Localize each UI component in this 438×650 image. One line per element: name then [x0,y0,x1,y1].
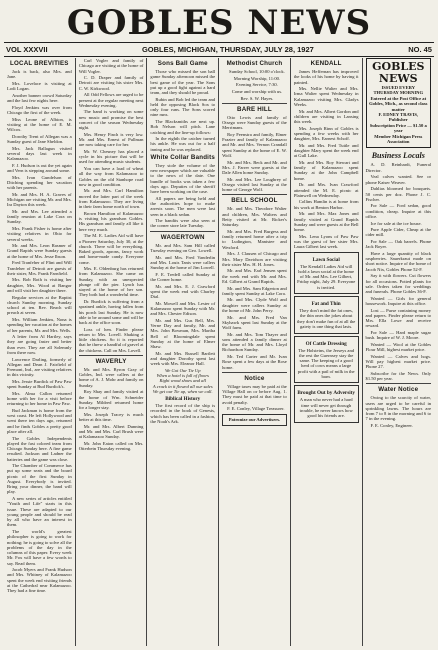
sons-item: Rubin and Bob led the team and held the opposing Black Sox to only four runs. The Sons scored nine runs. [150,96,216,118]
bell-item-list [222,206,287,369]
kendall-item: Mrs. Nellie Walter and Mrs. Irma Walter spent Wednesday in Kalamazoo visiting Mrs. Gladys Weeks. [293,86,359,107]
biblical-item-list [150,403,215,424]
wagertown-item: F. E. Tredell called Sunday at the Corner home. [150,271,216,282]
divider [150,231,215,232]
cattle-box [294,336,359,384]
heading-bare-hill: BARE HILL [237,105,272,113]
news-item: Dr. Burdick is suffering from a sprained ankle, having fallen from his porch last Sunday. He is now able to be around some and will be back at the office soon. [78,299,144,326]
brevity-item-list [7,69,72,593]
bell-item: Mrs. J. Clausen of Chicago and Mrs. Mary Davidson are visiting their sister Mrs. H. H. Jones. [222,251,287,267]
kendall-item: Mr. and Mrs. Max Jones and family visited at Grand Rapids Sunday and were guests at the Bell home. [293,211,359,233]
sons-item: Those who missed the son ball game Sunday afternoon missed the best game of the year. The Sons put up a good fight against a hard team, and they should be proud. [150,69,216,95]
kendall-item: Mr. and Mrs. Fred Tuttle and daughter Mary spent the week end at Gull Lake. [293,142,359,159]
sons-item: In the eighth the catcher turned his ankle. He was out for a half inning and he was replaced. [150,136,216,152]
waverly-item: Mr. John Eaton called on Mrs. Otterbein Thursday evening. [78,440,144,451]
publisher-line: Member Michigan Press Association [374,133,423,145]
masthead [0,4,438,42]
business-local: For Sale — Ford sedan, good condition, cheap. Inquire at this office. [365,203,432,219]
divider [222,194,287,195]
business-local-list [366,162,432,381]
brevity-item: Jacob Myers and Frank Hudson and Mrs. Whitney of Kalamazoo spent the week end visiting friends at the Cathedral near Kalamazoo. They had a fine time. [7,567,72,594]
brevity-item: Mrs. Jack Ballagun visited several days last week in Kalamazoo. [7,145,72,162]
fat-item-list [297,308,356,329]
slogan: Patronize our Advertisers. [228,416,281,422]
column-2 [76,58,148,646]
news-item: Loss of hen. Finder please return to Mrs. Lovell. Shaking a little chickens. So it is reported that he threw a handful of gravel at the chickens. Call on Mrs. Lovell. [78,326,144,353]
news-item-list [79,58,144,353]
notice-item: Village taxes may be paid at the Village Hall on or before Aug. 1. They must be paid at that time to avoid penalty. [222,383,287,405]
cattle-item-list [297,348,356,380]
news-item: The M. E. Ladies Aid will have a Pioneer Saturday, July 30, at the church. There will be everything. Baked goods, aprons, fancy work and home-made candy. Everyone come. [78,233,144,265]
issue-number: NO. 45 [408,45,432,54]
column-4 [219,58,291,646]
biblical-item: The first record of the ship is recorded in the book of Genesis, which has been called in a fashion, the Noah's Ark. [150,403,216,424]
bare-hill-item: Mr. and Mrs. Lee Loughrey of Otsego visited last Sunday at the home of George Wolf. [222,176,287,193]
business-local: Have a large quantity of black raspberries. Sauerkraut made on short notice. Inquire of the home of Jacob Nix, Gobles Phone 52-F. [365,250,432,272]
heading-fat-thin: Fat and Thin [311,301,341,308]
column-5 [291,58,363,646]
water-notice-item: F. E. Conley, Engineer. [370,423,413,429]
brevity-item: The world's greatest philosopher is going to work for nothing; he is going to solve all the problems of the day in the columns of this paper. Every week Mr. Fox will have a few words to say. Read them. [7,529,72,566]
kendall-item: Mrs. Joseph Rinn of Gobles is spending a few weeks with her daughter, Mrs. Earnest Schoff. [293,125,359,142]
publisher-line: Subscription Price — $1.50 a year [369,122,427,134]
columns [4,58,434,646]
brevity-item: Miss Leone of Albion, is visiting at the home of E. M. Wilcox. [7,116,72,133]
adversity-item-list [297,397,356,418]
heading-waverly: WAVERLY [95,357,127,365]
methodist-line: Come and worship with us. [231,88,283,94]
column-1 [4,58,76,646]
news-item: C. D. Draper and family of Detroit are visiting his sister Mrs. C. W. Kirkwood. [78,75,144,91]
lawn-item-list [297,264,356,290]
poem-line: When a hotel is full of floors [156,373,209,379]
brevity-item: Floyd Jenkins was over from Chicago the first of the week. [7,104,72,115]
white-item: They stole the volume of the new newspaper which are valuable to the news of the date. One bundle of books was taken a few days ago. Deputies of the sheriff have been working on the case. [150,162,216,195]
bare-hill-item: Mr. and Mrs. Beck and Mr. and Mrs. J. Farrer were guests at the Dale Allen home Sunday. [222,159,287,176]
news-item: Carl Vogler and family of Chicago are visiting at the home of Will Vogler. [78,58,144,74]
sons-item: The Blacksmiths are next up. Bob Nelson will pitch. Lane catching and the line-up follows: [150,119,216,135]
wagertown-item: Mr. and Mrs. Gus Bell, Mrs. Verne Day and family, Mr. and Mrs. John Bowman, Mrs. Martha Bell of Bloomingdale spent Sunday at the home of Elmer Shaw. [150,317,216,350]
poem-line-list [150,368,215,394]
divider [366,383,432,384]
brevity-item: A letter from Al Hartley, says they are going faster and better than ever. They are all Solemnly from there now. [7,334,72,355]
wagertown-item: Mr. and Mrs. Russell Bartlett and daughter Dorothy spent last week with Mrs. Eleanor Hall. [150,350,216,367]
notice-item-list [222,384,287,412]
wagertown-item: Mr. and Mrs. Sam Hill called Tuesday evening on Geo. Lowell. [150,242,216,253]
wagertown-item: Mr. and Mrs. Fred Vanderlin and Mrs. Louis Tanis were callers Sunday at the home of Jim Lowell. [150,254,216,271]
business-local: A. D. Reinhardt, Funeral Director. [365,162,432,173]
brevity-item: Mrs. William Jenkins, Nona is spending her vacation at the homes of her parents, Mr. and Mrs. Wells. [7,317,72,333]
waverly-item: Roy Shay and family visited at the home of Wm. Schneider Sunday. Mildred returned home for a longer stay. [78,389,144,411]
business-local: Dahlias bloomed for bouquets. 50 cents per doz. Phone J. C. Fischer. [365,186,432,202]
bell-item: Mr. Ted Carter and Mr. Ivan Rose spent a few days at the Rose home. [222,354,287,370]
bell-item: Mr. and Mrs. Clyde Wolf and daughter were callers Sunday at the home of Mr. John Perry. [222,297,287,313]
heading-lawn-social: Lawn Social [312,256,340,263]
heading-local-brevities: LOCAL BREVITIES [10,60,69,67]
methodist-line-list [222,69,287,101]
column-3 [147,58,219,646]
poem-line: We Got Our Tie Up [164,367,201,373]
adversity-box [294,385,359,422]
bell-item: Mr. and Mrs. Earl Jensen spent the week end with Mr. and Mrs. Ed. Gilbert at Grand Rapids. [222,268,287,284]
kendall-item: Collins Hamlin is at home from his work at Benton Harbor. [293,199,359,210]
bare-hill-item: Roy Feenstra and family, Elmer Frazier and family of Kalamazoo and Mr. and Mrs. Vernon Crandall spent Sunday at the home of E. W. Wolf. [222,131,287,158]
heading-business-locals: Business Locals [371,151,425,161]
business-local: Wanted — Wool at the Gobles Flour Mill, highest market price. [365,341,432,353]
kendall-item: Mr. and Mrs. Albert Gordon and children are visiting in Lansing this week. [293,108,359,125]
heading-white-collar: White Collar Bandits [150,153,216,161]
brevity-item: Mrs. Jessie Burdick of Paw Paw spent Sunday at Bud Burdick's. [7,378,72,390]
bell-item: Mr. and Mrs. Theodore Walter and children, Mrs. Walters and Betty visited at Mr. Ricker's Saturday. [222,206,287,228]
brevity-item: The Chamber of Commerce has put up some seats and the board picnic of the first Sunday in August. Everybody is invited. Bring your dinner, the band will play. [7,463,72,495]
white-item: All papers are being held and the authorities hope to make arrests soon. The men were last seen in a black sedan. [150,195,216,217]
publisher-line: ISSUED EVERY THURSDAY MORNING [373,85,424,96]
business-local: Wanted — Calves and hogs. Will pay highest market price. Phone 27. [365,353,432,370]
heading-wagertown: WAGERTOWN [160,233,205,241]
brevity-item: Regular services at the Baptist church Sunday morning. Sunday school at ten. Rev. Beach will preach at seven. [7,294,72,316]
poem-line: A crack in it flowed all our sales [152,383,213,389]
publisher-box-title: GOBLES NEWS [372,60,425,85]
brevity-item: Jack is back, also Mrs. and Jane. [7,69,72,80]
brevity-item: Lawrence Darling, formerly of Allegan and Dean J. Fairfield of Fremont, Ind., are visiting relatives in this vicinity. [7,356,72,378]
waverly-item-list [79,367,144,451]
cattle-item: The Holsteins, the Jerseys and the rest the Guernsey stay the same. The keeping of a good herd of cows means a large profit with a pail of milk in the barn. [297,347,355,379]
business-local: Veal calves wanted. See or phone Kaiser Weaver. [365,174,432,185]
publisher-line-list [369,85,429,144]
business-local: Lost — Purse containing money and papers. Finder please return to Mrs. Ella Lowe and receive reward. [365,307,432,329]
volume-label: VOL XXXVII [6,45,48,54]
brevity-item: Mrs. Lovelace is visiting at Lodi Logan. [7,80,72,92]
brevity-item: Mrs. Alma Callon returned home with her for a visit before returning to her home in Paw Paw. [7,390,72,407]
brevity-item: F. J. Hudson is out the yet again and Vern is stepping around some. [7,162,72,173]
news-item: Mrs. E. Oldenburg has returned from Kalamazoo. She came on Sunday, with an unexpected plunge off the pier. Lynch has stayed at the home of her son. They both had a wonderful time. [78,266,144,298]
bell-item: Mr. and Mrs. Sam Edgerton and family spent Sunday at Lake Cora. [222,285,287,296]
brevity-item: Mr. and Mrs. H. A. Graves of Michigan are visiting Mr. and Mrs. Ira Dayton this week. [7,191,72,208]
business-local: Say it with flowers. Cut flowers for all occasions. Potted plants for sale. Orders taken for weddings and funerals. Phone Gobles 36-F. [365,273,432,295]
brevity-item: The Gobles Independents played the fast colored team from Chicago Sunday here. A fine game resulted. Jackson and Ladner the batteries and the game was close. [7,435,72,462]
brevity-item: Mrs. Bob Roth is visiting her daughter, Mrs. Wood at Bangor and will visit her daughter there. [7,277,72,293]
news-item: Brown Hamilton of Kalamazoo is visiting his grandson Gobles. His grandson and family all like it here very much. [78,210,144,232]
news-item: Mrs. Henry Finch is very low. Mr. and Mrs. Ernest of Pullman are now taking care for her. [78,131,144,148]
heading-bell-school: BELL SCHOOL [231,197,278,205]
methodist-line: Evening Service, 7:30. [236,82,278,88]
business-local: Wanted — Girls for general housework. Inquire at this office. [365,295,432,306]
brevity-item: Another banner crowd Saturday and the last few nights here. [7,92,72,104]
heading-kendall: KENDALL [310,60,342,67]
bell-item: Mr. and Mrs. Fred Van Skyhawk spent last Sunday at the Wolf farm. [222,314,287,331]
heading-biblical: Biblical History [165,396,201,403]
brevity-item: Dorothy Trent of Allegan was a Sunday guest of Jane Sheldon. [7,133,72,144]
brevity-item: Fred Tranfeher of Flint and Will Tranfeher of Detroit are guests of their sister, Mrs. Frank Farnfield. [7,260,72,276]
heading-adversity: Brought Out by Adversity [297,390,356,397]
sons-item-list [150,69,215,152]
kendall-item: Dr. and Mrs. Ivan Crawford attended the M. E. picnic at Plainwell on Wednesday. [293,182,359,198]
heading-cattle: Of Cattle Dressing [305,340,347,347]
poem-line: We get our Tie up, when we call. [152,388,213,394]
news-item: The band is working on some new music and promise the best concert of the season Wednesday night. [78,109,144,131]
news-item: Mr. W. Chesney has placed a cycle in his picture that will be used for attending music students. [78,148,144,165]
publisher-box [366,58,432,148]
fat-thin-box [294,296,359,333]
waverly-item: Mrs. Joseph Tracey is much better at this time. [78,411,144,422]
news-item: Mr. and Mrs. Carl Hamilton moved the latter part of the week from Kalamazoo. They are living in their farm home north of town. [78,188,144,210]
divider [79,355,144,356]
heading-sons-ball-game: Sons Ball Game [157,60,208,67]
adversity-item: A man who never had a hard time will never get through trouble, he never knows how good his friends are. [299,397,353,419]
water-notice-item: Owing to the scarcity of water, users are urged to be careful in sprinkling lawns. The hours are from 7 to 8 in the morning and 6 to 7 in the evening. [365,395,432,422]
heading-water-notice: Water Notice [378,386,419,394]
brevity-item: Bud Jackman is home from the west coast. He left Hollywood and went there ten days ago, returned and he finds Gobles a pretty good place after all. [7,407,72,434]
slogan-box [222,414,287,427]
newspaper-title: GOBLES NEWS [66,3,372,43]
news-item: All Odd Fellows are urged to be present at the regular meeting next Wednesday evening. [78,92,144,108]
white-item-list [150,163,215,229]
lawn-social-box [294,252,359,295]
wagertown-item: Mr. and Mrs. E. J. Crawford spent the week end with Charley Dial. [150,283,216,300]
methodist-line: Morning Worship, 11:00. [233,75,281,81]
brevity-item: Mr. and Mrs. Lee attended a family reunion at Lake Cora on Sunday. [7,208,72,225]
business-local: For Sale — Oak barrels. Phone Jack Boyer. [365,239,432,250]
business-local: Subscribe for the News. Only $1.50 per year. [365,370,432,382]
bell-item: Mr. and Mrs. Tom Thayer and sons attended a family dinner at the home of Mr. and Mrs. Lloyd Richardson Sunday. [222,331,287,353]
dateline [4,42,434,57]
poem-line: Right wood shoes and all [159,378,206,384]
wagertown-item-list [150,243,215,367]
white-item: The bandits were also seen at the corner store late Tuesday. [150,218,216,229]
divider [222,103,287,104]
brevity-item: Mrs. Ivan Gundelson of Ditching spending her vacation with her parents. [7,174,72,191]
brevity-item: Mrs. Frank Fisher is home after visiting relatives in Ohio for several weeks. [7,226,72,242]
bare-hill-item: Otto Lewis and family of Otsego were Sunday guests of the Merrimans. [222,114,287,131]
heading-methodist: Methodist Church [226,60,283,67]
business-local: Pure Apple Cider, Cheap at the cider mill. [365,227,432,238]
notice-item: F. E. Conley, Village Treasurer. [227,406,285,412]
fat-item: They don't mind the fat ones, the thin ones the jokes about they don't make fun of at all the gaiety is one thing that lasts. [296,308,356,329]
lawn-item: The Kendall Ladies Aid will hold a lawn social at the home of Mr. and Mrs. Lee Gilbert, Friday night, July 29. Everyone is invited. [297,263,356,290]
heading-notice: Notice [244,374,265,382]
waverly-item: Mr. and Mrs. Albert Dunning and Mr. and Mrs. Carl Brush were at Kalamazoo Sunday. [78,423,144,440]
brevity-item: Mr. and Mrs. Leon Rasmer of Grand Rapids were Sunday guests at the home of Mrs. Jesse Ibson. [7,243,72,259]
publisher-line: Entered at the Post Office at Gobles, Mich., as second class matter [369,95,428,112]
date-label: GOBLES, MICHIGAN, THURSDAY, JULY 28, 1927 [141,45,314,54]
methodist-line: Rev. S. W. Hayes. [240,95,274,101]
column-6 [363,58,435,646]
business-local: For Sale — Hard maple sugar bush. Inquire of W. J. Moore. [365,330,432,341]
brevity-item: A new series of articles entitled "Youth and Life" starts in this issue. These are adapted to our young people and should be read by all who have an interest in them. [7,496,72,528]
wagertown-item: Mr. Mowell and Mrs. Lester of Kalamazoo spent Sunday with Mr. and Mrs. Chester Edison. [150,300,216,317]
water-notice-item-list [366,395,432,428]
news-item: You can have a load of wheat all the way from Kalamazoo to Gobles on the old Stanhope road now in good condition. [78,166,144,187]
kendall-item: Mrs. Lena Lyons of Paw Paw was the guest of her sister Mrs. Laura Gilbert last week. [293,233,359,250]
waverly-item: Mr. and Mrs. Byron Gray of Gobles, Ind. were callers at the home of A. J. Mohr and family on Sunday. [78,366,144,388]
kendall-item: Mr. and Mrs. Roy Stewart and family of Kalamazoo spent Sunday at the John Campbell home. [293,159,359,181]
kendall-item-list [294,69,359,250]
publisher-line: F. EDNEY TRAVIS, Publisher [378,112,419,123]
business-local: Ice for sale at the ice house. [370,220,422,226]
bell-item: Mr. and Mrs. Fred Burgess and family returned home after a trip to Ludington, Manistee and Wexford. [222,228,287,250]
methodist-line: Sunday School, 10:00 o'clock. [229,69,285,74]
kendall-item: James Heffernan has improved the looks of his home by having it painted. [293,69,359,85]
bare-hill-item-list [222,115,287,193]
divider [222,372,287,373]
